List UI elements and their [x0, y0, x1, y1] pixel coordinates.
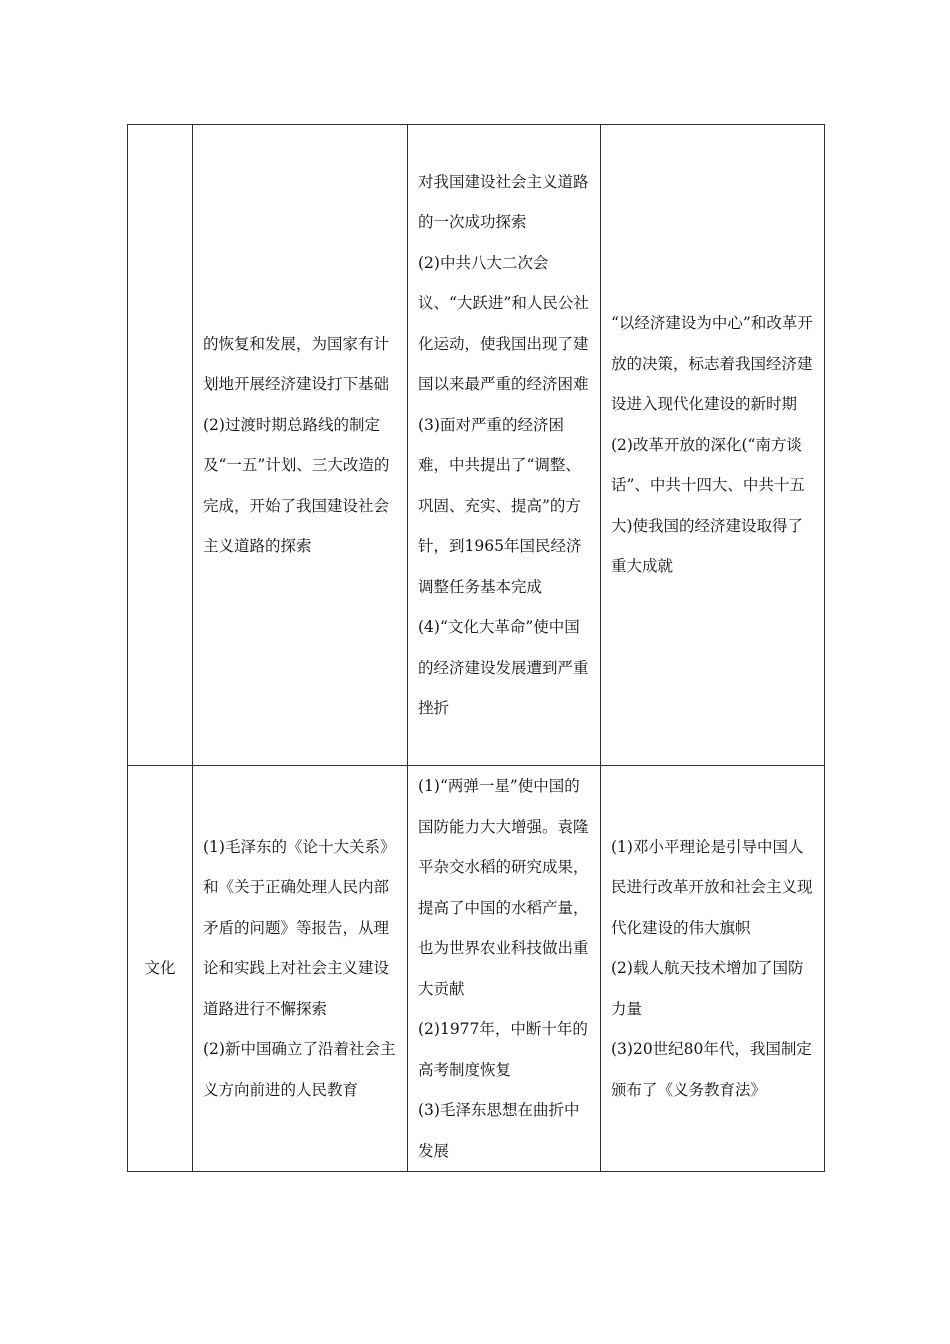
cell-paragraph: (4)“文化大革命”使中国的经济建设发展遭到严重挫折: [418, 618, 589, 717]
history-summary-table: [127, 124, 825, 1172]
table-cell-period-3: [601, 766, 825, 1172]
table-cell-period-2: [408, 766, 601, 1172]
cell-paragraph: (1)邓小平理论是引导中国人民进行改革开放和社会主义现代化建设的伟大旗帜: [611, 837, 813, 937]
cell-paragraph: (2)载人航天技术增加了国防力量: [611, 959, 804, 1018]
cell-paragraph: (3)20世纪80年代，我国制定颁布了《义务教育法》: [611, 1040, 812, 1099]
row-label-cell: [128, 125, 193, 766]
cell-paragraph: (2)过渡时期总路线的制定及“一五”计划、三大改造的完成，开始了我国建设社会主义道路的探索: [203, 415, 390, 555]
table-row-culture: [128, 766, 825, 1172]
cell-paragraph: (1)“两弹一星”使中国的国防能力大大增强。袁隆平杂交水稻的研究成果，提高了中国的水稻产量，也为世界农业科技做出重大贡献: [418, 777, 589, 998]
cell-paragraph: (1)毛泽东的《论十大关系》和《关于正确处理人民内部矛盾的问题》等报告，从理论和实践上对社会主义建设道路进行不懈探索: [203, 837, 396, 1018]
cell-paragraph: (3)毛泽东思想在曲折中发展: [418, 1101, 580, 1160]
cell-paragraph: (3)面对严重的经济困难，中共提出了“调整、巩固、充实、提高”的方针，到1965年国民经济调整任务基本完成: [418, 415, 582, 596]
row-label-cell: [128, 766, 193, 1172]
cell-paragraph: (2)中共八大二次会议、“大跃进”和人民公社化运动，使我国出现了建国以来最严重的经济困难: [418, 253, 589, 393]
cell-paragraph: (2)改革开放的深化(“南方谈话”、中共十四大、中共十五大)使我国的经济建设取得了重大成就: [611, 435, 805, 576]
table-cell-period-1: [193, 125, 408, 766]
cell-paragraph: (2)1977年，中断十年的高考制度恢复: [418, 1020, 588, 1079]
table-cell-period-1: [193, 766, 408, 1172]
row-label: 文化: [144, 959, 176, 978]
cell-paragraph: 的恢复和发展，为国家有计划地开展经济建设打下基础: [203, 334, 390, 393]
cell-paragraph: 对我国建设社会主义道路的一次成功探索: [418, 172, 589, 231]
table-cell-period-2: [408, 125, 601, 766]
table-row-economy: [128, 125, 825, 766]
cell-paragraph: (2)新中国确立了沿着社会主义方向前进的人民教育: [203, 1040, 396, 1099]
table-cell-period-3: [601, 125, 825, 766]
cell-paragraph: “以经济建设为中心”和改革开放的决策，标志着我国经济建设进入现代化建设的新时期: [611, 314, 813, 414]
